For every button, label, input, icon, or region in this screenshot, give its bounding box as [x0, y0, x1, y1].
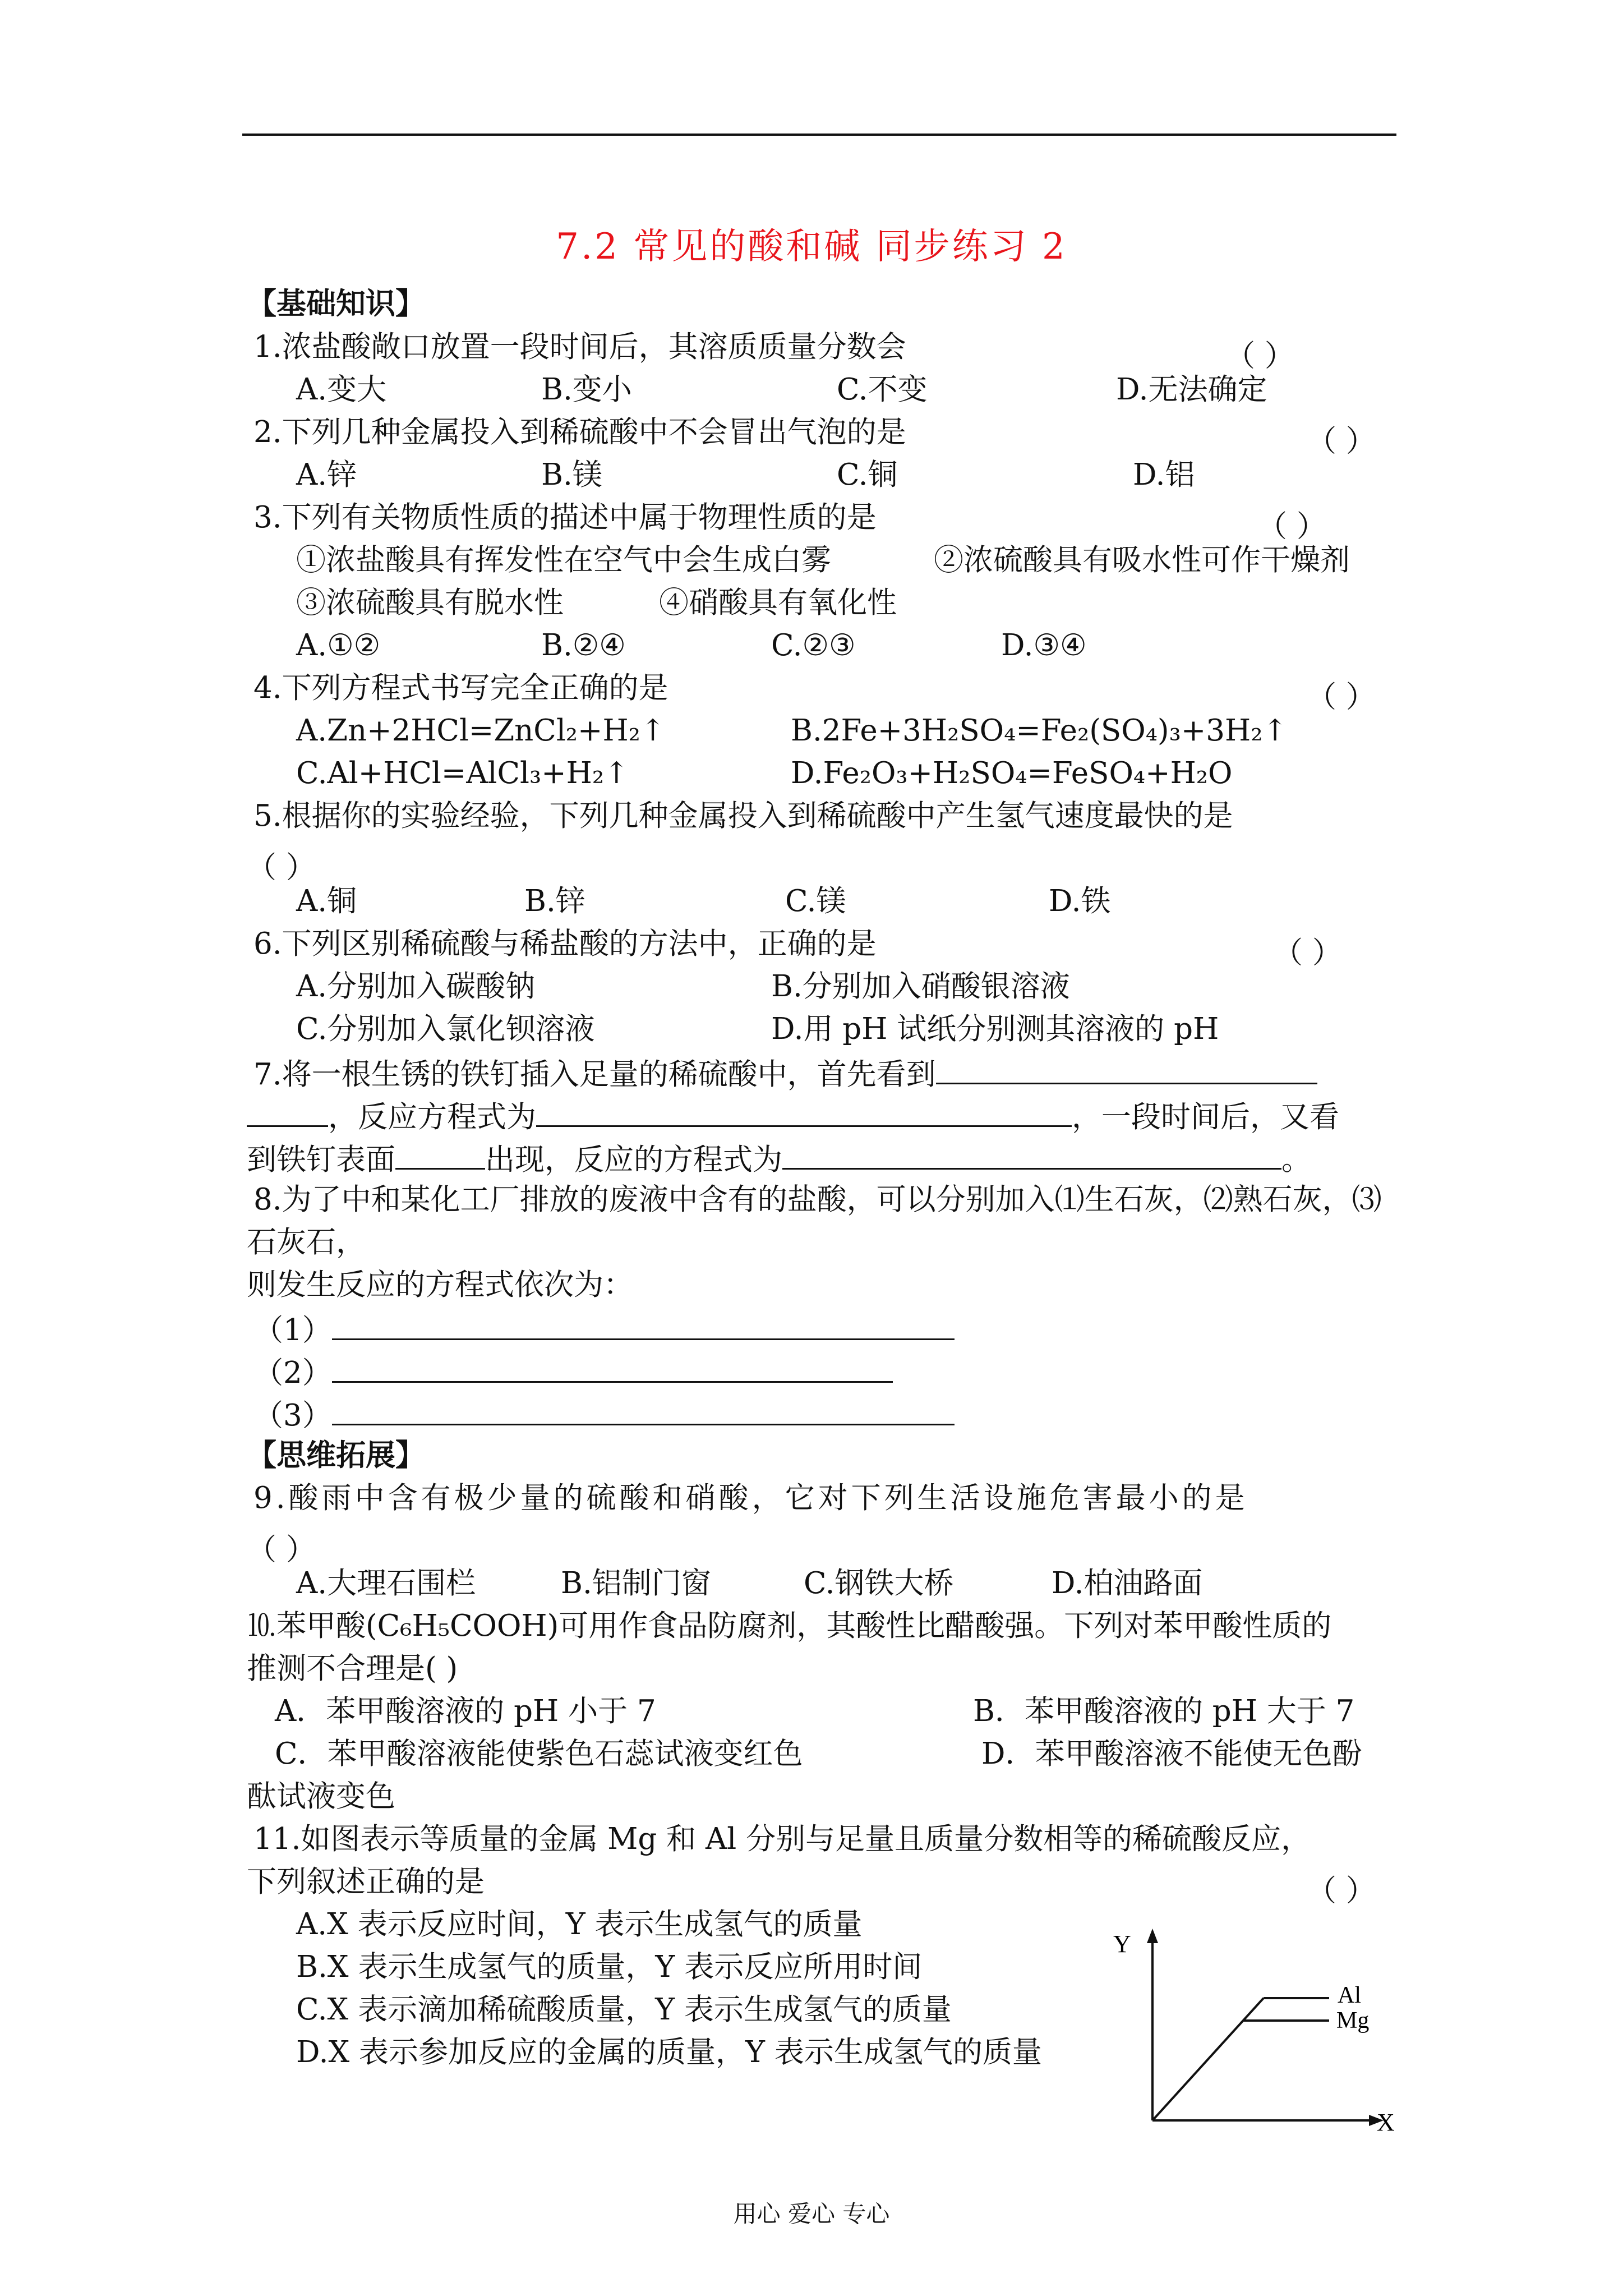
x-axis-label: X — [1377, 2109, 1395, 2136]
q6-answer-paren: （ ） — [1273, 936, 1342, 970]
q2-option-d: D.铝 — [1133, 458, 1195, 492]
q4-option-c: C.Al+HCl=AlCl₃+H₂↑ — [296, 756, 629, 790]
series-line-al-rise — [1152, 1998, 1264, 2120]
q1-option-b: B.变小 — [541, 372, 632, 407]
q7-blank-1[interactable] — [936, 1057, 1317, 1084]
q3-option-c: C.②③ — [771, 628, 856, 662]
q2-option-b: B.镁 — [541, 458, 602, 492]
q7-blank-2[interactable] — [536, 1099, 1072, 1127]
q8-blank-3[interactable] — [332, 1398, 955, 1425]
q3-stem: 3.下列有关物质性质的描述中属于物理性质的是 — [253, 500, 877, 535]
q11-line-1: 11.如图表示等质量的金属 Mg 和 Al 分别与足量且质量分数相等的稀硫酸反应， — [253, 1822, 1311, 1856]
q11-option-c: C.X 表示滴加稀硫酸质量，Y 表示生成氢气的质量 — [296, 1993, 952, 2027]
q10-line-1: ⒑苯甲酸(C₆H₅COOH)可用作食品防腐剂，其酸性比醋酸强。下列对苯甲酸性质的 — [247, 1609, 1332, 1643]
q5-stem: 5.根据你的实验经验，下列几种金属投入到稀硫酸中产生氢气速度最快的是 — [253, 799, 1233, 833]
q8-blank-row-3: （3） — [253, 1398, 955, 1430]
q5-answer-paren: （ ） — [247, 850, 316, 885]
q10-option-c: C．苯甲酸溶液能使紫色石蕊试液变红色 — [275, 1737, 803, 1771]
q3-statement-3: ③浓硫酸具有脱水性 — [296, 586, 564, 620]
q1-answer-paren: （ ） — [1225, 339, 1294, 373]
q6-option-c: C.分别加入氯化钡溶液 — [296, 1012, 595, 1046]
q7-line-1: 7.将一根生锈的铁钉插入足量的稀硫酸中，首先看到 — [253, 1057, 1317, 1089]
q6-option-d: D.用 pH 试纸分别测其溶液的 pH — [771, 1012, 1219, 1046]
y-axis-arrow — [1147, 1929, 1158, 1943]
q6-option-b: B.分别加入硝酸银溶液 — [771, 969, 1070, 1004]
q9-option-a: A.大理石围栏 — [296, 1566, 476, 1600]
q2-stem: 2.下列几种金属投入到稀硫酸中不会冒出气泡的是 — [253, 415, 906, 449]
q7-blank-1-cont[interactable] — [247, 1099, 328, 1127]
q3-answer-paren: （ ） — [1257, 509, 1326, 544]
q10-option-a: A．苯甲酸溶液的 pH 小于 7 — [275, 1694, 656, 1728]
q4-option-b: B.2Fe+3H₂SO₄=Fe₂(SO₄)₃+3H₂↑ — [791, 714, 1288, 748]
header-rule — [242, 134, 1396, 136]
q11-graph — [1113, 1924, 1427, 2137]
q4-answer-paren: （ ） — [1307, 680, 1376, 714]
q11-answer-paren: （ ） — [1307, 1874, 1376, 1908]
q9-answer-paren: （ ） — [247, 1533, 316, 1567]
q8-blank-1[interactable] — [332, 1313, 955, 1340]
q11-option-b: B.X 表示生成氢气的质量，Y 表示反应所用时间 — [296, 1950, 923, 1984]
q1-option-d: D.无法确定 — [1116, 372, 1267, 407]
q10-option-d: D．苯甲酸溶液不能使无色酚 — [981, 1737, 1362, 1771]
q7-blank-4[interactable] — [782, 1142, 1281, 1170]
q2-option-a: A.锌 — [296, 458, 357, 492]
q8-blank-row-1: （1） — [253, 1313, 955, 1345]
q4-option-d: D.Fe₂O₃+H₂SO₄=FeSO₄+H₂O — [791, 756, 1233, 790]
q8-line-3: 则发生反应的方程式依次为： — [247, 1268, 633, 1302]
q5-option-a: A.铜 — [296, 884, 357, 918]
q3-statement-1: ①浓盐酸具有挥发性在空气中会生成白雾 — [296, 543, 831, 577]
q3-statement-4: ④硝酸具有氧化性 — [659, 586, 897, 620]
q9-option-c: C.钢铁大桥 — [804, 1566, 954, 1600]
series-label-mg: Mg — [1336, 2008, 1370, 2033]
q8-blank-2[interactable] — [332, 1355, 893, 1383]
series-label-al: Al — [1338, 1982, 1361, 2008]
q3-statement-2: ②浓硫酸具有吸水性可作干燥剂 — [934, 543, 1350, 577]
section-extend: 【思维拓展】 — [247, 1438, 425, 1473]
q5-option-d: D.铁 — [1049, 884, 1111, 918]
q4-stem: 4.下列方程式书写完全正确的是 — [253, 671, 668, 705]
q3-option-d: D.③④ — [1001, 628, 1087, 662]
q7-line-2: ，反应方程式为 ，一段时间后，又看 — [247, 1099, 1339, 1132]
page-footer: 用心 爱心 专心 — [733, 2200, 890, 2228]
q1-option-a: A.变大 — [296, 372, 387, 407]
y-axis-label: Y — [1113, 1930, 1131, 1958]
q3-option-b: B.②④ — [541, 628, 626, 662]
section-basic: 【基础知识】 — [247, 286, 425, 321]
q4-option-a: A.Zn+2HCl=ZnCl₂+H₂↑ — [296, 714, 666, 748]
q7-line-3: 到铁钉表面 出现，反应的方程式为 。 — [247, 1143, 1311, 1177]
q10-line-2: 推测不合理是( ) — [247, 1651, 458, 1686]
q8-line-2: 石灰石， — [247, 1225, 366, 1259]
q6-stem: 6.下列区别稀硫酸与稀盐酸的方法中，正确的是 — [253, 927, 877, 961]
q6-option-a: A.分别加入碳酸钠 — [296, 969, 536, 1004]
q5-option-b: B.锌 — [524, 884, 585, 918]
q7-blank-3[interactable] — [395, 1142, 485, 1170]
q5-option-c: C.镁 — [785, 884, 846, 918]
q2-option-c: C.铜 — [837, 458, 898, 492]
q10-option-b: B．苯甲酸溶液的 pH 大于 7 — [973, 1694, 1355, 1728]
q8-blank-row-2: （2） — [253, 1355, 893, 1388]
q3-option-a: A.①② — [296, 628, 381, 662]
q8-line-1: 8.为了中和某化工厂排放的废液中含有的盐酸，可以分别加入⑴生石灰，⑵熟石灰，⑶ — [253, 1182, 1382, 1217]
q1-option-c: C.不变 — [837, 372, 928, 407]
page-title: 7.2 常见的酸和碱 同步练习 2 — [556, 226, 1067, 268]
q11-option-d: D.X 表示参加反应的金属的质量，Y 表示生成氢气的质量 — [296, 2035, 1042, 2069]
q11-line-2: 下列叙述正确的是 — [247, 1865, 485, 1899]
q9-option-b: B.铝制门窗 — [561, 1566, 711, 1600]
q9-stem: 9.酸雨中含有极少量的硫酸和硝酸，它对下列生活设施危害最小的是 — [253, 1481, 1248, 1515]
q9-option-d: D.柏油路面 — [1052, 1566, 1203, 1600]
q1-stem: 1.浓盐酸敞口放置一段时间后，其溶质质量分数会 — [253, 330, 906, 364]
q2-answer-paren: （ ） — [1307, 424, 1376, 458]
q11-option-a: A.X 表示反应时间，Y 表示生成氢气的质量 — [296, 1907, 863, 1941]
q10-option-d-cont: 酞试液变色 — [247, 1779, 395, 1814]
